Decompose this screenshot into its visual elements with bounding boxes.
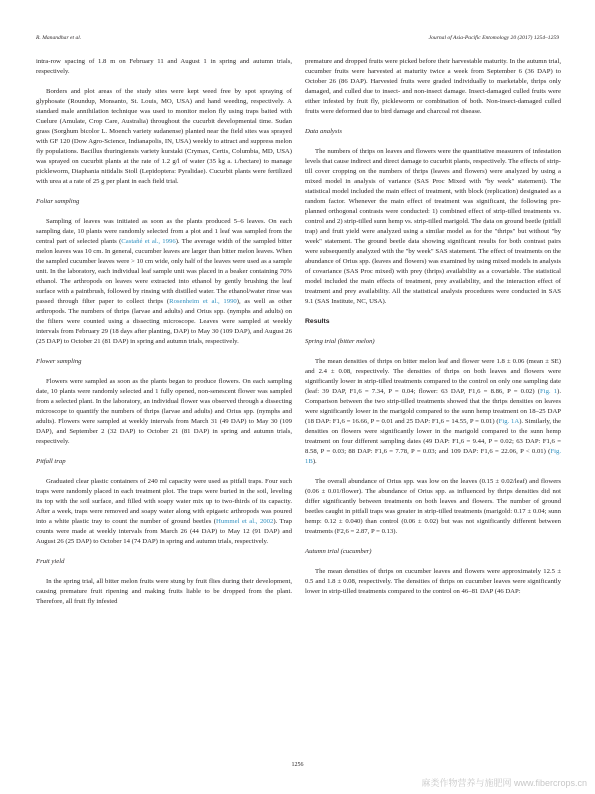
running-header [36,35,559,47]
watermark: 麻类作物营养与施肥网 www.fibercrops.cn [421,778,587,788]
paragraph: In the spring trial, all bitter melon fruits were stung by fruit flies during their development, causing premature fruit ripening and making fruits liable to be dropped from the plant. Therefore, all fruit fly infested [36,578,292,605]
paragraph: The overall abundance of Orius spp. was low on the leaves (0.15 ± 0.02/leaf) and flowers (0.06 ± 0.01/flower). The abundance of Orius spp. as influenced by thrips densities did not differ significantly between treatments on both leaves and flowers. The number of ground beetles caught in pitfall traps was greater in strip-tilled treatments (marigold: 0.17 ± 0.04; sunn hemp: 0.12 ± 0.040) than control (0.06 ± 0.02) but was not significantly different between treatments (F2,6 = 2.87, P = 0.13). [305,478,561,535]
figure-link[interactable]: Fig. 1A [498,418,520,425]
figure-link[interactable]: Fig. 1B [305,448,561,465]
reference-link[interactable]: Castañé et al., 1996 [121,238,176,245]
paragraph: Graduated clear plastic containers of 240 ml capacity were used as pitfall traps. Four such traps were randomly placed in each treatment plot. The traps were buried in the soil, leveling its top with the soil surface, and filled with soapy water mix up to two-thirds of its capacity. After a week, traps were removed and soapy water along with epigaeic arthropods was poured into a white plastic tray to count the number of ground beetles (Hummel et al., 2002). Trap counts were made at weekly intervals from March 26 (44 DAP) to May 12 (91 DAP) and August 26 (25 DAP) to October 14 (74 DAP) in spring and autumn trials, respectively. [36,478,292,545]
section-heading-fruit: Fruit yield [36,558,65,565]
paragraph: Flowers were sampled as soon as the plants began to produce flowers. On each sampling date, 10 plants were randomly selected and 1 fully opened, non-senescent flower was sampled from a selected plant. In the laboratory, an individual flower was observed through a dissecting microscope to quantify the numbers of thrips (larvae and adults) and Orius spp. (nymphs and adults). Flowers were sampled at weekly intervals from March 31 (49 DAP) to May 30 (109 DAP), and September 2 (32 DAP) to October 21 (81 DAP) in spring and autumn trials, respectively. [36,378,292,445]
reference-link[interactable]: Rosenheim et al., 1990 [169,298,237,305]
reference-link[interactable]: Hummel et al., 2002 [216,518,274,525]
section-heading-data-analysis: Data analysis [305,128,342,135]
paragraph: The numbers of thrips on leaves and flowers were the quantitative measurers of infestation levels that cause indirect and direct damage to cucurbit plants, respectively. The effects of strip-till cover cropping on the numbers of thrips (leaves and flowers) were analyzed by using a mixed model in analysis of variance (SAS Proc Mixed with "by week" statement). The statistical model included the main effect of treatment, with block (replication) designated as a random factor. Whenever the main effect of treatment was significant, the following pre-planned orthogonal contrasts were conducted: 1) combined effect of strip-tilled treatments vs. control and 2) strip-tilled sunn hemp vs. strip-tilled marigold. The data on ground beetle (pitfall trap) and fruit yield were analyzed using a similar model as for the "thrips" but without "by week" statement. The ground beetle data showing significant results for both contrast pairs were subsequently analyzed with the "by week" SAS statement. The effect of treatments on the abundance of Orius spp. (leaves and flowers) was examined by using mixed models in analysis of covariance (SAS Proc mixed) with prey (thrips) availability as a covariable. The statistical model included the main effects of treatment, prey availability, and the interaction effect of treatment and prey availability. All the statistical analysis procedures were conducted in SAS 9.1 (SAS Institute, NC, USA). [305,148,561,305]
header-authors: R. Manandhar et al. [36,35,82,41]
section-heading-spring: Spring trial (bitter melon) [305,338,375,345]
section-heading-autumn: Autumn trial (cucumber) [305,548,372,555]
paragraph: Sampling of leaves was initiated as soon as the plants produced 5–6 leaves. On each sampling date, 10 plants were randomly selected from a plot and 1 leaf was sampled from the central part of selected plants (Castañé et al., 1996). The average width of the sampled bitter melon leaves was 10 cm. In general, cucumber leaves are larger than bitter melon leaves. When the sampled cucumber leaves were > 10 cm wide, only half of the leaves were used as a sample unit. In the laboratory, each individual leaf sample unit was placed in a beaker containing 70% ethanol. The arthropods on leaves were extracted into ethanol by gently brushing the leaf surface with a paintbrush, followed by rinsing with distilled water. The ethanol/water rinse was passed through filter paper to collect thrips (Rosenheim et al., 1990), as well as other arthropods. The numbers of thrips (larvae and adults) and Orius spp. (nymphs and adults) on the filters were counted using a dissecting microscope. Leaves were sampled at weekly intervals from February 29 (18 days after planting, DAP) to May 30 (109 DAP), and August 26 (25 DAP) to October 21 (81 DAP) in spring and autumn trials, respectively. [36,218,293,345]
figure-link[interactable]: Fig. 1 [540,388,558,395]
section-heading-results: Results [305,318,330,325]
right-column [305,57,561,607]
section-heading-foliar: Foliar sampling [36,198,80,205]
page-number: 1256 [291,762,304,768]
paragraph: The mean densities of thrips on cucumber leaves and flowers were approximately 12.5 ± 0.5 and 1.8 ± 0.08, respectively. The densities of thrips on cucumber leaves were significantly lower in strip-tilled treatments compared to the control on 46–81 DAP (46 DAP: [305,568,561,595]
paragraph: intra-row spacing of 1.8 m on February 11 and August 1 in spring and autumn trials, respectively. [36,58,292,75]
paragraph: The mean densities of thrips on bitter melon leaf and flower were 1.8 ± 0.06 (mean ± SE) and 2.4 ± 0.08, respectively. The densities of thrips on both leaves and flowers were significantly lower in strip-tilled treatments compared to the control on only one sampling date (leaf: 39 DAP, F1,6 = 7.34, P = 0.04; flower: 63 DAP, F1,6 = 8.86, P = 0.02) (Fig. 1). Comparison between the two strip-tilled treatments showed that the thrips densities on leaves were significantly lower in the marigold compared to the sunn hemp treatment on 18–25 DAP (18 DAP: F1,6 = 16.66, P = 0.01 and 25 DAP: F1,6 = 14.55, P = 0.01) (Fig. 1A). Similarly, the densities on flowers were significantly lower in the marigold compared to the sunn hemp treatment on four different sampling dates (49 DAP: F1,6 = 9.44, P = 0.02; 63 DAP: F1,6 = 8.58, P = 0.03; 88 DAP: F1,6 = 7.78, P = 0.03; and 109 DAP: F1,6 = 22.06, P < 0.01) (Fig. 1B). [305,358,562,465]
paragraph: premature and dropped fruits were picked before their harvestable maturity. In the autumn trial, cucumber fruits were harvested at maturity twice a week from September 6 (36 DAP) to October 26 (86 DAP). Harvested fruits were graded individually to marketable, thrips only damaged, and culled due to insect- and non-insect damage. Insect-damaged culled fruits were either infested by fruit fly, pickleworm or combination of both. Non-insect-damaged culled fruits were deformed due to bird damage and charcoal rot disease. [305,58,561,115]
section-heading-flower: Flower sampling [36,358,82,365]
paragraph: Borders and plot areas of the study sites were kept weed free by spot spraying of glyphosate (Roundup, Monsanto, St. Louis, MO, USA) and hand weeding, respectively. A standard male annihilation technique was used to monitor melon fly using traps baited with Cuelure (Amulate, Crop Care, Australia) throughout the cucurbit developmental time. Sudan grass (Sorghum bicolor L. Moench variety sudanense) planted near the field sites was sprayed with GF 120 (Dow Agro-Science, Indianapolis, IN, USA) weekly to attract and suppress melon fly populations. Bacillus thuringiensis variety kurstaki (Crymax, Certis, Columbia, MD, USA) was sprayed on cucurbit plants at the rate of 1.2 g/l of water (35 kg a. i./hectare) to manage pickleworm, Diaphania nitidalis Stoll (Lepidoptera: Pyralidae). Cucurbit plants were fertilized with urea at a rate of 25 g per plant in each field trial. [36,88,292,185]
header-journal: Journal of Asia-Pacific Entomology 20 (2017) 1254–1259 [428,35,559,41]
section-heading-pitfall: Pitfall trap [36,458,66,465]
left-column [36,57,292,617]
